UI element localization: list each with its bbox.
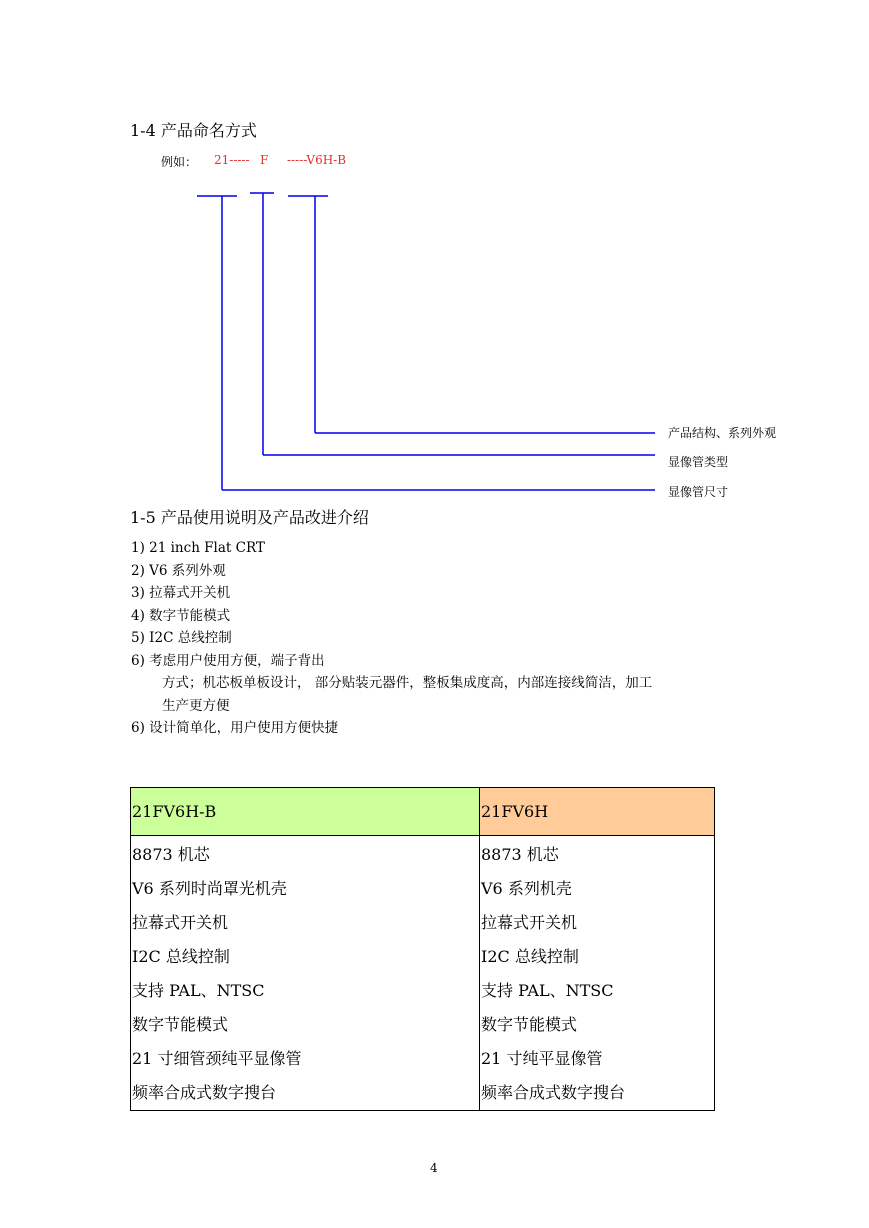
feature-line: 数字节能模式 [132, 1015, 229, 1034]
feature-line: V6 系列时尚罩光机壳 [132, 879, 287, 898]
comparison-table [130, 787, 715, 1111]
list-item-continuation: 生产更方便 [162, 697, 230, 714]
table-header-row [131, 788, 715, 836]
label-crt-type: 显像管类型 [668, 455, 729, 469]
code-part-type: F [260, 153, 269, 167]
feature-line: 拉幕式开关机 [132, 913, 229, 932]
list-item: 1) 21 inch Flat CRT [131, 540, 265, 556]
feature-line: 支持 PAL、NTSC [132, 981, 265, 1000]
label-crt-size: 显像管尺寸 [668, 485, 729, 499]
feature-line: 频率合成式数字搜台 [132, 1083, 277, 1102]
example-label: 例如： [161, 155, 198, 169]
list-item: 5) I2C 总线控制 [131, 630, 232, 646]
table-header-cell: 21FV6H [480, 788, 715, 836]
feature-line: 支持 PAL、NTSC [481, 981, 614, 1000]
label-series-appearance: 产品结构、系列外观 [668, 426, 777, 440]
feature-line: V6 系列机壳 [481, 879, 572, 898]
list-item: 2) V6 系列外观 [131, 562, 226, 579]
feature-line: 频率合成式数字搜台 [481, 1083, 626, 1102]
list-item: 3) 拉幕式开关机 [131, 585, 231, 601]
code-part-size: 21----- [214, 153, 250, 167]
table-cell-col1 [131, 836, 480, 1111]
table-row [131, 836, 715, 1111]
feature-line: 8873 机芯 [481, 845, 559, 864]
list-item-continuation: 方式；机芯板单板设计， 部分贴装元器件，整板集成度高，内部连接线简洁，加工 [162, 675, 653, 691]
table-header-cell: 21FV6H-B [131, 788, 480, 836]
section-title-naming: 1-4 产品命名方式 [130, 121, 257, 140]
feature-line: 拉幕式开关机 [481, 913, 578, 932]
feature-line: I2C 总线控制 [481, 947, 579, 966]
table-cell-col2 [480, 836, 715, 1111]
section-title-usage: 1-5 产品使用说明及产品改进介绍 [130, 508, 369, 527]
feature-line: 数字节能模式 [481, 1015, 578, 1034]
naming-diagram [0, 0, 869, 520]
list-item: 6) 设计简单化，用户使用方便快捷 [131, 720, 339, 736]
list-item: 6) 考虑用户使用方便，端子背出 [131, 652, 325, 669]
usage-list [131, 537, 652, 740]
page-number: 4 [430, 1161, 438, 1175]
feature-line: 21 寸细管颈纯平显像管 [132, 1049, 302, 1068]
list-item: 4) 数字节能模式 [131, 607, 231, 624]
code-part-series: -----V6H-B [287, 153, 347, 167]
feature-line: 8873 机芯 [132, 845, 210, 864]
feature-line: I2C 总线控制 [132, 947, 230, 966]
feature-line: 21 寸纯平显像管 [481, 1049, 603, 1068]
